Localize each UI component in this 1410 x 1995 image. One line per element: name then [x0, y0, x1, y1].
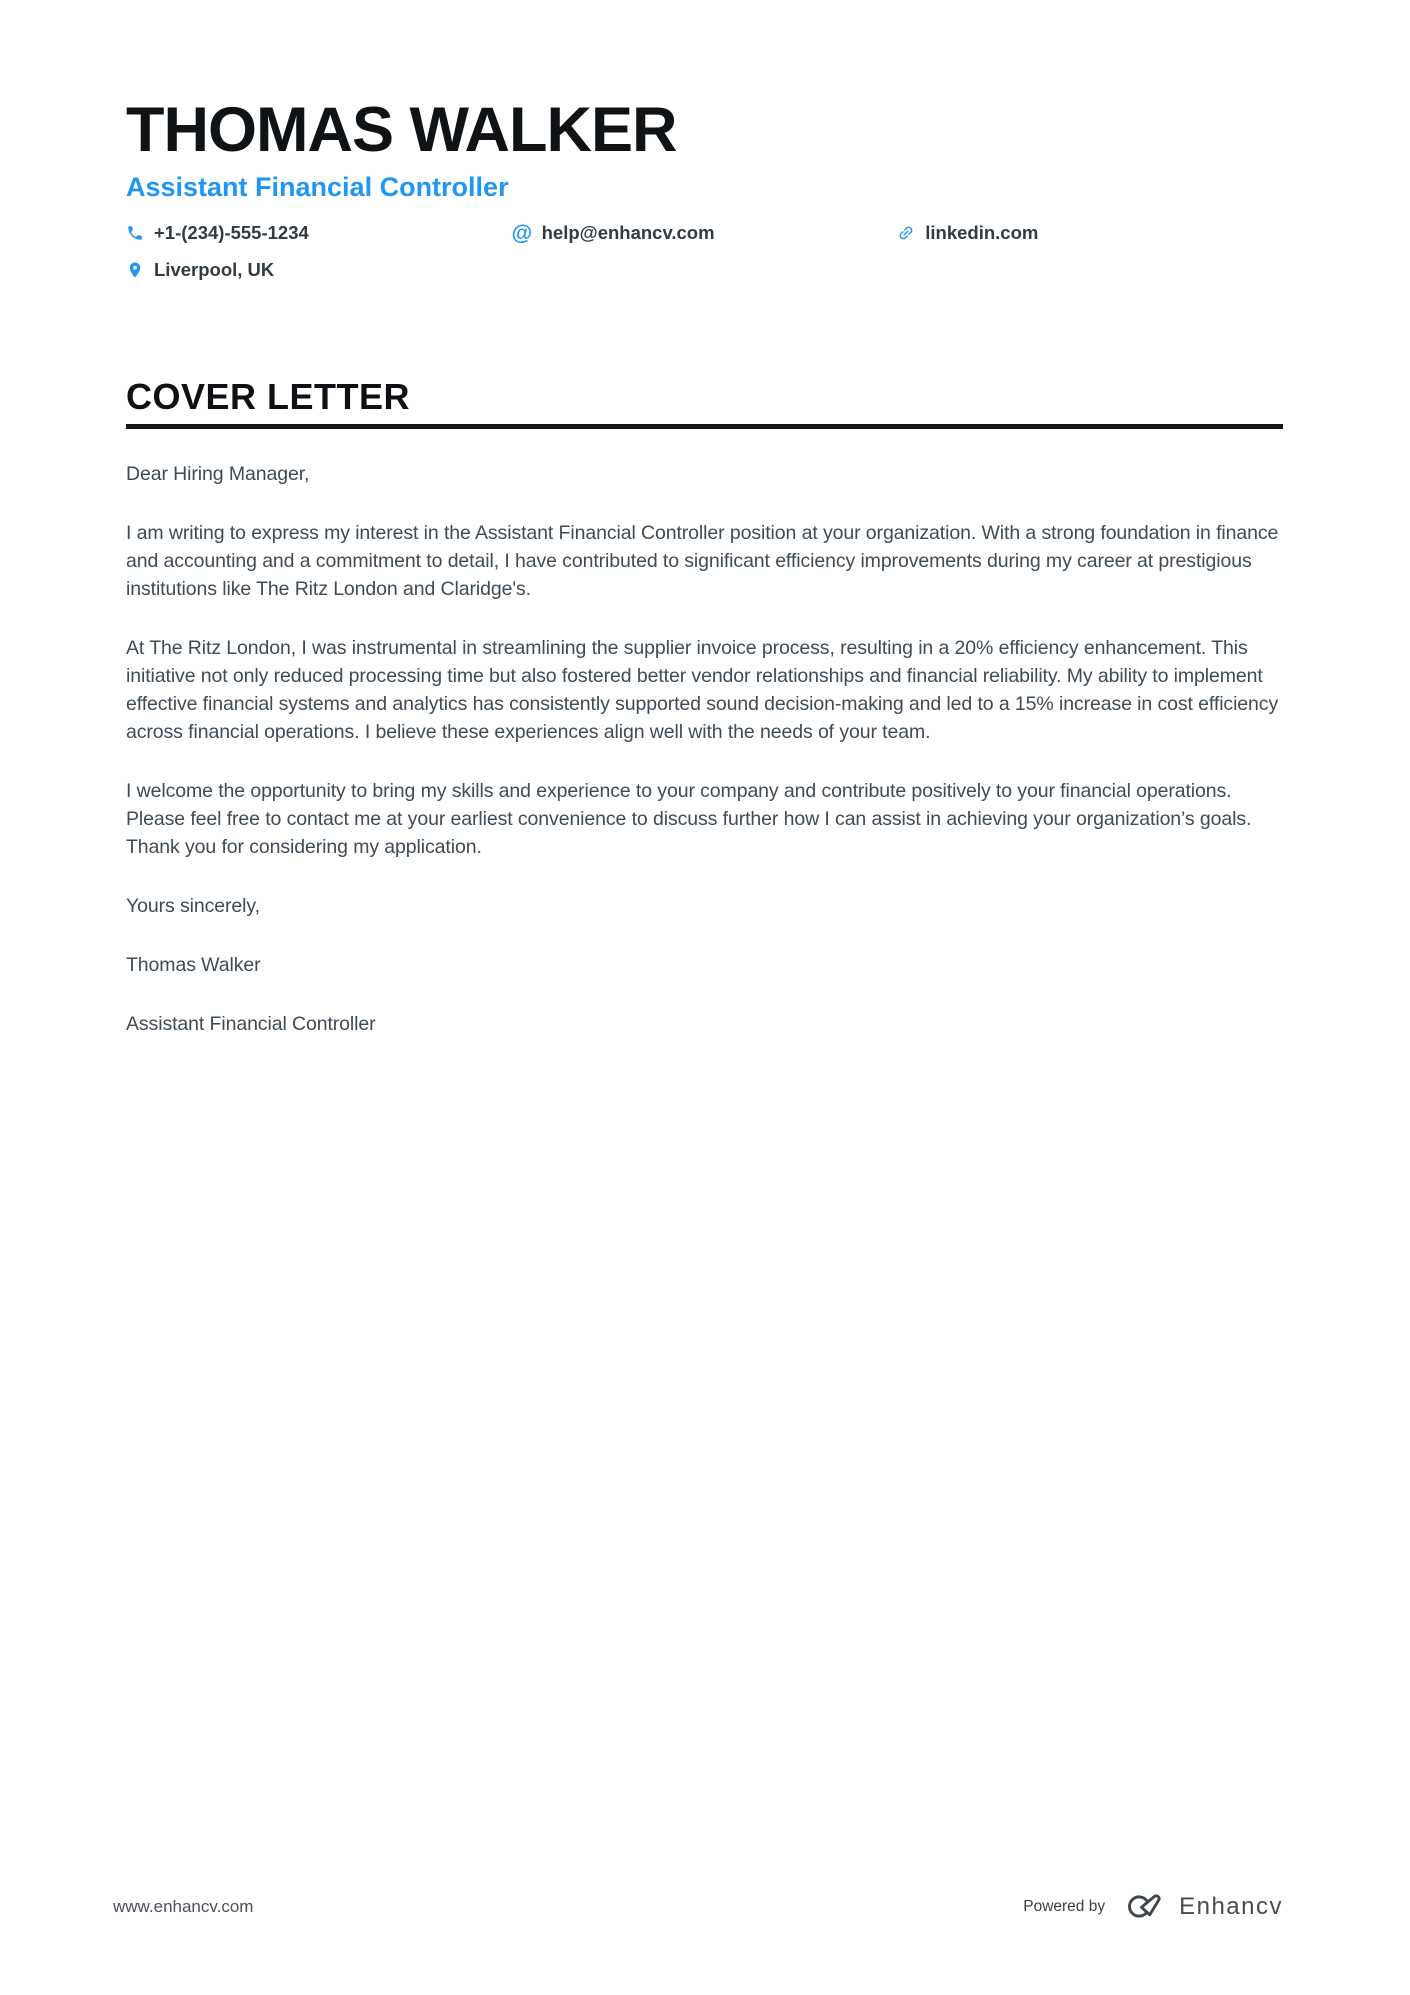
letter-paragraph: I welcome the opportunity to bring my skills and experience to your company and contribute positively to your financial operations. Please feel free to contact me at your earliest convenience to discuss further how I can assist in achieving your organization’s goals. Thank you for considering my application. — [126, 780, 1252, 858]
section-heading: COVER LETTER — [126, 376, 411, 417]
email-address[interactable]: help@enhancv.com — [541, 222, 715, 243]
phone-icon — [126, 224, 144, 242]
page-footer — [113, 1892, 1283, 1921]
cover-letter-section — [126, 376, 1283, 1038]
website-link[interactable]: www.enhancv.com — [113, 1896, 254, 1916]
location-text: Liverpool, UK — [154, 259, 275, 280]
powered-by-label: Powered by — [1023, 1897, 1106, 1915]
letter-paragraph: I am writing to express my interest in the Assistant Financial Controller position at your organization. With a strong foundation in finance and accounting and a commitment to detail, I have contributed to significant efficiency improvements during my career at prestigious institutions like The Ritz London and Claridge's. — [126, 522, 1279, 600]
contact-link[interactable] — [897, 220, 1283, 246]
link-text[interactable]: linkedin.com — [925, 222, 1039, 243]
contact-location — [126, 257, 512, 283]
phone-number: +1-(234)-555-1234 — [154, 222, 309, 243]
contact-phone — [126, 220, 512, 246]
contact-email[interactable] — [512, 220, 898, 246]
link-icon — [897, 224, 915, 242]
brand-name: Enhancv — [1179, 1892, 1283, 1920]
person-job-title: Assistant Financial Controller — [126, 172, 509, 202]
signature-name: Thomas Walker — [126, 954, 261, 976]
header — [126, 96, 1283, 283]
signature-title: Assistant Financial Controller — [126, 1013, 376, 1035]
email-at-icon: @ — [511, 221, 533, 245]
contact-info — [126, 220, 1283, 283]
location-pin-icon — [126, 261, 144, 279]
person-name: THOMAS WALKER — [126, 95, 677, 165]
enhancv-logo-icon — [1119, 1892, 1165, 1921]
powered-by[interactable] — [1023, 1892, 1283, 1921]
salutation: Dear Hiring Manager, — [126, 463, 310, 485]
section-divider — [126, 424, 1283, 429]
letter-paragraph: At The Ritz London, I was instrumental in streamlining the supplier invoice process, resulting in a 20% efficiency enhancement. This initiative not only reduced processing time but also fostered better vendor relationships and financial reliability. My ability to implement effective financial systems and analytics has consistently supported sound decision-making and led to a 15% increase in cost efficiency across financial operations. I believe these experiences align well with the needs of your team. — [126, 637, 1279, 743]
closing: Yours sincerely, — [126, 895, 260, 917]
